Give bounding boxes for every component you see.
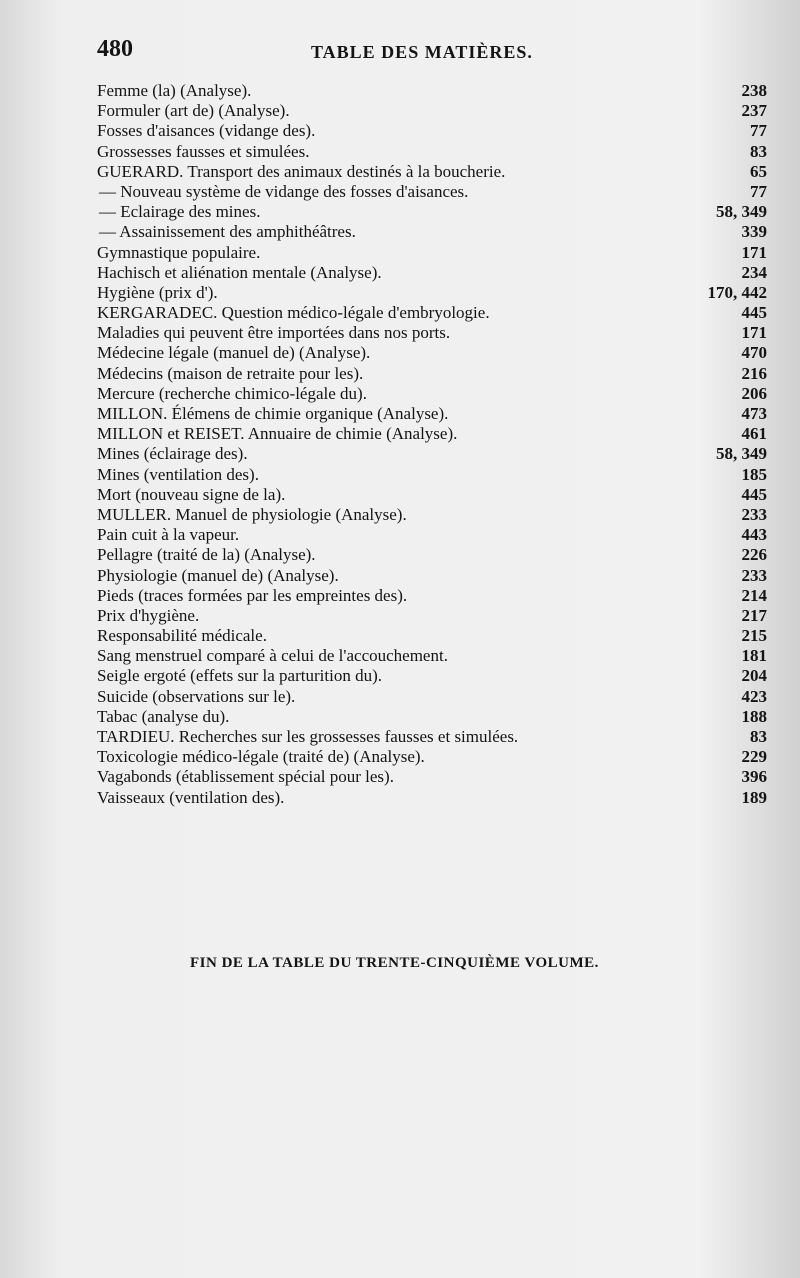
entry-page-ref: 170, 442 <box>707 282 767 302</box>
entry-label: Physiologie (manuel de) (Analyse). <box>97 565 339 585</box>
entry-page-ref: 185 <box>741 464 767 484</box>
entry-label: Suicide (observations sur le). <box>97 686 296 706</box>
index-entry <box>97 545 767 565</box>
entry-label: — Eclairage des mines. <box>99 202 261 222</box>
index-entry <box>97 283 767 303</box>
index-entry <box>97 505 767 525</box>
entry-label: Maladies qui peuvent être importées dans nos ports. <box>97 323 451 343</box>
entry-label: Médecins (maison de retraite pour les). <box>97 363 364 383</box>
entry-page-ref: 473 <box>741 404 767 423</box>
entry-page-ref: 77 <box>750 121 767 141</box>
index-entry <box>97 788 767 808</box>
index-entry <box>97 243 767 263</box>
entry-page-ref: 445 <box>741 484 767 504</box>
entry-label: Sang menstruel comparé à celui de l'accouchement. <box>97 646 448 666</box>
entry-page-ref: 77 <box>750 181 767 201</box>
entry-label: Seigle ergoté (effets sur la parturition du). <box>97 666 382 686</box>
index-entry <box>97 525 767 545</box>
index-entry <box>97 101 767 121</box>
entry-page-ref: 171 <box>741 242 767 262</box>
index-entry <box>97 343 767 363</box>
index-entry <box>97 485 767 505</box>
entry-page-ref: 181 <box>741 646 767 666</box>
entry-label: Mercure (recherche chimico-légale du). <box>97 383 367 403</box>
entry-label: — Nouveau système de vidange des fosses d'aisances. <box>99 181 469 201</box>
entry-label: KERGARADEC. Question médico-légale d'embryologie. <box>97 303 490 323</box>
index-entry <box>97 606 767 626</box>
entry-page-ref: 445 <box>741 303 767 323</box>
index-entry <box>97 404 767 424</box>
entry-page-ref: 216 <box>741 363 767 383</box>
entry-page-ref: 171 <box>741 323 767 343</box>
entry-label: Grossesses fausses et simulées. <box>97 141 310 161</box>
entry-page-ref: 215 <box>741 626 767 646</box>
entry-page-ref: 229 <box>741 747 767 767</box>
entry-label: — Assainissement des amphithéâtres. <box>99 222 356 242</box>
index-entry <box>97 222 767 242</box>
entry-label: MILLON. Élémens de chimie organique (Analyse). <box>97 404 449 423</box>
index-entry <box>97 444 767 464</box>
entry-page-ref: 470 <box>741 343 767 363</box>
page-number: 480 <box>97 36 133 62</box>
index-entry <box>97 707 767 727</box>
entry-page-ref: 423 <box>741 686 767 706</box>
entry-label: TARDIEU. Recherches sur les grossesses fausses et simulées. <box>97 727 519 746</box>
entry-label: Médecine légale (manuel de) (Analyse). <box>97 343 371 363</box>
index-entry <box>97 384 767 404</box>
entry-label: Vaisseaux (ventilation des). <box>97 787 285 807</box>
entry-label: MILLON et REISET. Annuaire de chimie (Analyse). <box>97 424 458 444</box>
entry-page-ref: 58, 349 <box>716 444 767 464</box>
entry-label: Prix d'hygiène. <box>97 605 200 625</box>
index-entry <box>97 202 767 222</box>
entry-label: Toxicologie médico-légale (traité de) (Analyse). <box>97 747 425 767</box>
entry-page-ref: 189 <box>741 787 767 807</box>
entry-page-ref: 83 <box>750 727 767 746</box>
entry-page-ref: 204 <box>741 666 767 686</box>
entry-page-ref: 233 <box>741 565 767 585</box>
index-entry <box>97 747 767 767</box>
entry-page-ref: 234 <box>741 262 767 282</box>
entry-label: Mines (ventilation des). <box>97 464 259 484</box>
entry-label: Vagabonds (établissement spécial pour les). <box>97 767 394 787</box>
index-entry <box>97 303 767 323</box>
entry-page-ref: 65 <box>750 161 767 181</box>
entry-label: Hachisch et aliénation mentale (Analyse). <box>97 262 382 282</box>
index-entry <box>97 646 767 666</box>
entry-page-ref: 226 <box>741 545 767 565</box>
index-entry <box>97 182 767 202</box>
entry-page-ref: 237 <box>741 101 767 121</box>
index-entry <box>97 424 767 444</box>
entry-label: Femme (la) (Analyse). <box>97 81 252 100</box>
index-entry <box>97 566 767 586</box>
entry-page-ref: 461 <box>741 424 767 444</box>
entry-label: Responsabilité médicale. <box>97 626 267 646</box>
running-title: TABLE DES MATIÈRES. <box>311 42 533 62</box>
index-entry <box>97 323 767 343</box>
entry-label: GUERARD. Transport des animaux destinés à la boucherie. <box>97 161 506 181</box>
index-entry <box>97 666 767 686</box>
entry-label: Hygiène (prix d'). <box>97 282 218 302</box>
entry-label: Fosses d'aisances (vidange des). <box>97 121 316 141</box>
entry-page-ref: 339 <box>741 222 767 242</box>
entry-label: Gymnastique populaire. <box>97 242 261 262</box>
entry-page-ref: 233 <box>741 504 767 524</box>
entry-label: Pellagre (traité de la) (Analyse). <box>97 545 316 565</box>
index-entry <box>97 465 767 485</box>
index-entry <box>97 162 767 182</box>
entry-page-ref: 214 <box>741 585 767 605</box>
index-entry <box>97 727 767 747</box>
index-entry <box>97 121 767 141</box>
index-entry <box>97 142 767 162</box>
entry-label: MULLER. Manuel de physiologie (Analyse). <box>97 504 407 524</box>
index-entry <box>97 81 767 101</box>
entry-page-ref: 206 <box>741 383 767 403</box>
index-entry <box>97 687 767 707</box>
index-entry <box>97 626 767 646</box>
entry-label: Pain cuit à la vapeur. <box>97 525 240 545</box>
entry-label: Formuler (art de) (Analyse). <box>97 101 290 121</box>
entry-label: Mines (éclairage des). <box>97 444 248 464</box>
entry-label: Mort (nouveau signe de la). <box>97 484 286 504</box>
entry-label: Pieds (traces formées par les empreintes des). <box>97 585 408 605</box>
index-entry <box>97 364 767 384</box>
entry-page-ref: 188 <box>741 706 767 726</box>
page-header <box>97 36 767 66</box>
index-entry <box>97 263 767 283</box>
index-entries <box>97 81 767 808</box>
entry-page-ref: 443 <box>741 525 767 545</box>
entry-page-ref: 396 <box>741 767 767 787</box>
index-entry <box>97 586 767 606</box>
index-entry <box>97 767 767 787</box>
entry-page-ref: 217 <box>741 605 767 625</box>
entry-page-ref: 83 <box>750 141 767 161</box>
end-of-table-text: FIN DE LA TABLE DU TRENTE-CINQUIÈME VOLUME. <box>190 955 599 971</box>
entry-page-ref: 238 <box>741 81 767 100</box>
entry-page-ref: 58, 349 <box>716 202 767 222</box>
entry-label: Tabac (analyse du). <box>97 706 230 726</box>
